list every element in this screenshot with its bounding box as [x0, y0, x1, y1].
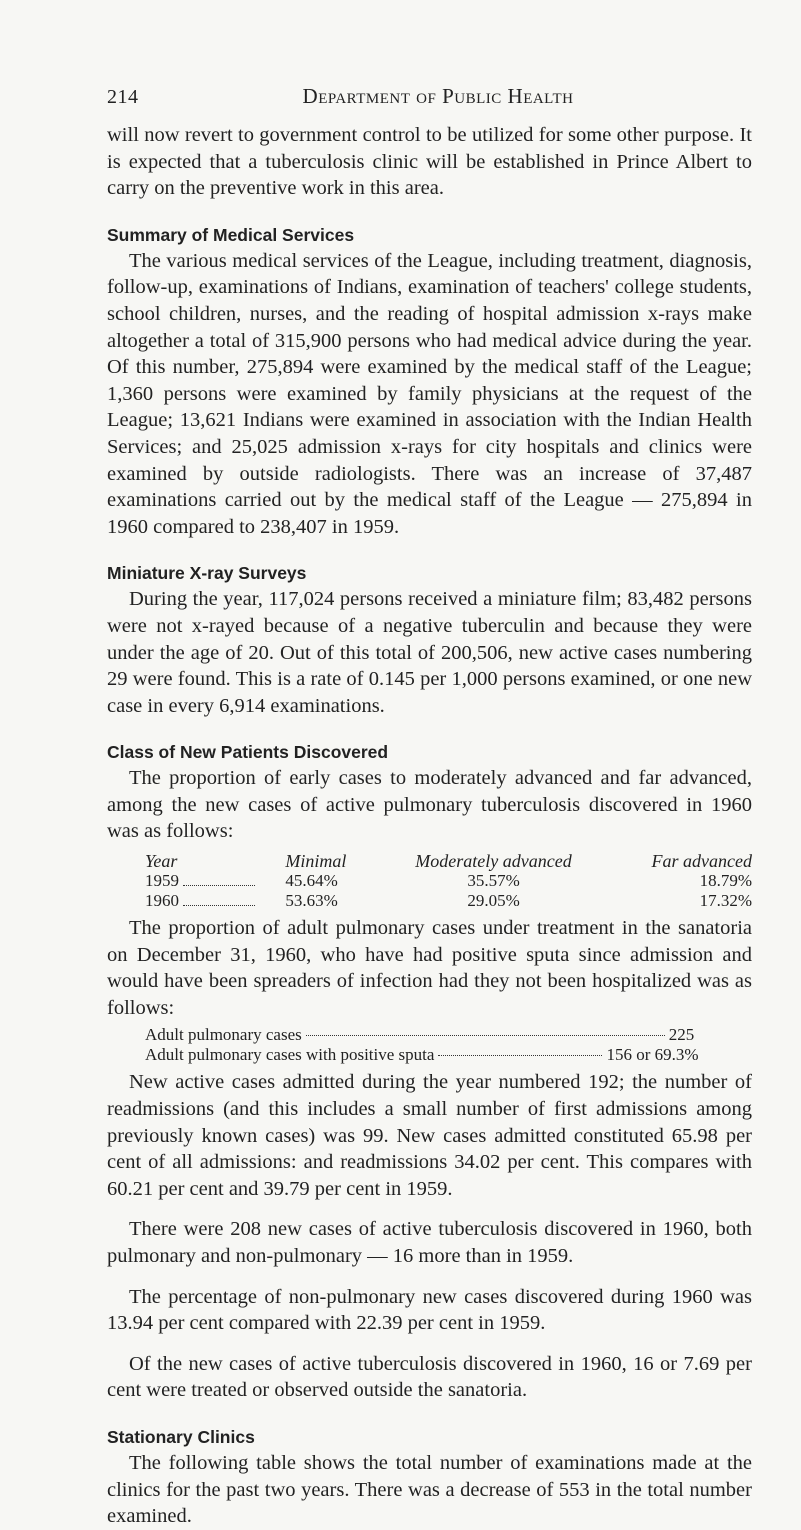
- dot-leader: [438, 1055, 602, 1056]
- section-heading-clinics: Stationary Clinics: [107, 1426, 255, 1447]
- row-year: 1959: [145, 871, 179, 891]
- page-body: [107, 122, 752, 1530]
- row-minimal: 53.63%: [285, 891, 338, 911]
- page-header: [107, 84, 749, 109]
- col-header-minimal: Minimal: [285, 851, 347, 872]
- outside-sanatoria-paragraph: Of the new cases of active tuberculosis discovered in 1960, 16 or 7.69 per cent were treated or observed outside the sanatoria.: [107, 1352, 752, 1402]
- table-header-row: [107, 851, 752, 871]
- row-minimal: 45.64%: [285, 871, 338, 891]
- col-header-far-advanced: Far advanced: [651, 851, 752, 872]
- running-title: Department of Public Health: [302, 84, 574, 108]
- page-number: 214: [107, 86, 139, 108]
- new-cases-paragraph: There were 208 new cases of active tuberculosis discovered in 1960, both pulmonary and non-pulmonary — 16 more than in 1959.: [107, 1218, 752, 1267]
- case-class-table: [107, 851, 752, 911]
- xray-paragraph: During the year, 117,024 persons received a miniature film; 83,482 persons were not x-rayed because of a negative tuberculin and because they were under the age of 20. Out of this total of 200,506, new active cases numbering 29 were found. This is a rate of 0.145 per 1,000 persons examined, or one new case in every 6,914 examinations.: [107, 588, 752, 717]
- list-item: [107, 1045, 752, 1065]
- dot-leader: [183, 905, 255, 906]
- section-heading-new-patients: Class of New Patients Discovered: [107, 742, 389, 763]
- dot-leader: [306, 1035, 665, 1036]
- section-heading-xray: Miniature X-ray Surveys: [107, 563, 307, 584]
- new-patients-paragraph: The proportion of early cases to moderately advanced and far advanced, among the new cases of active pulmonary tuberculosis discovered in 1960 was as follows:: [107, 767, 752, 843]
- row-moderately-advanced: 29.05%: [467, 891, 520, 911]
- list-item: [107, 1025, 752, 1045]
- list-item-label: Adult pulmonary cases: [145, 1025, 302, 1045]
- row-year: 1960: [145, 891, 179, 911]
- clinics-paragraph: The following table shows the total number of examinations made at the clinics for the past two years. There was a decrease of 553 in the total number examined.: [107, 1451, 752, 1528]
- row-far-advanced: 17.32%: [699, 891, 752, 911]
- row-far-advanced: 18.79%: [699, 871, 752, 891]
- summary-paragraph: The various medical services of the League, including treatment, diagnosis, follow-up, examinations of Indians, examination of teachers' college students, school children, nurses, and the reading of hospital admission x-rays make altogether a total of 315,900 persons who had medical advice during the year. Of this number, 275,894 were examined by the medical staff of the League; 1,360 persons were examined by family physicians at the request of the League; 13,621 Indians were examined in association with the Indian Health Services; and 25,025 admission x-rays for city hospitals and clinics were examined by outside radiologists. There was an increase of 37,487 examinations carried out by the medical staff of the League — 275,894 in 1960 compared to 238,407 in 1959.: [107, 249, 752, 538]
- row-moderately-advanced: 35.57%: [467, 871, 520, 891]
- section-heading-summary: Summary of Medical Services: [107, 224, 355, 245]
- list-item-value: 156 or 69.3%: [606, 1045, 699, 1065]
- list-item-value: 225: [668, 1025, 695, 1045]
- non-pulmonary-paragraph: The percentage of non-pulmonary new cases discovered during 1960 was 13.94 per cent compared with 22.39 per cent in 1959.: [107, 1285, 752, 1335]
- sputa-paragraph: The proportion of adult pulmonary cases under treatment in the sanatoria on December 31, 1960, who have had positive sputa since admission and would have been spreaders of infection had they not been hospitalized was as follows:: [107, 917, 752, 1019]
- table-row: [107, 871, 752, 891]
- admissions-paragraph: New active cases admitted during the year numbered 192; the number of readmissions (and this includes a small number of first admissions among previously known cases) was 99. New cases admitted constituted 65.98 per cent of all admissions: and readmissions 34.02 per cent. This compares with 60.21 per cent and 39.79 per cent in 1959.: [107, 1071, 752, 1200]
- table-row: [107, 891, 752, 911]
- dot-leader: [183, 885, 255, 886]
- col-header-year: Year: [145, 851, 178, 872]
- col-header-moderately-advanced: Moderately advanced: [415, 851, 572, 872]
- list-item-label: Adult pulmonary cases with positive sputa: [145, 1045, 435, 1065]
- intro-paragraph: will now revert to government control to be utilized for some other purpose. It is expected that a tuberculosis clinic will be established in Prince Albert to carry on the preventive work in this area.: [107, 124, 752, 200]
